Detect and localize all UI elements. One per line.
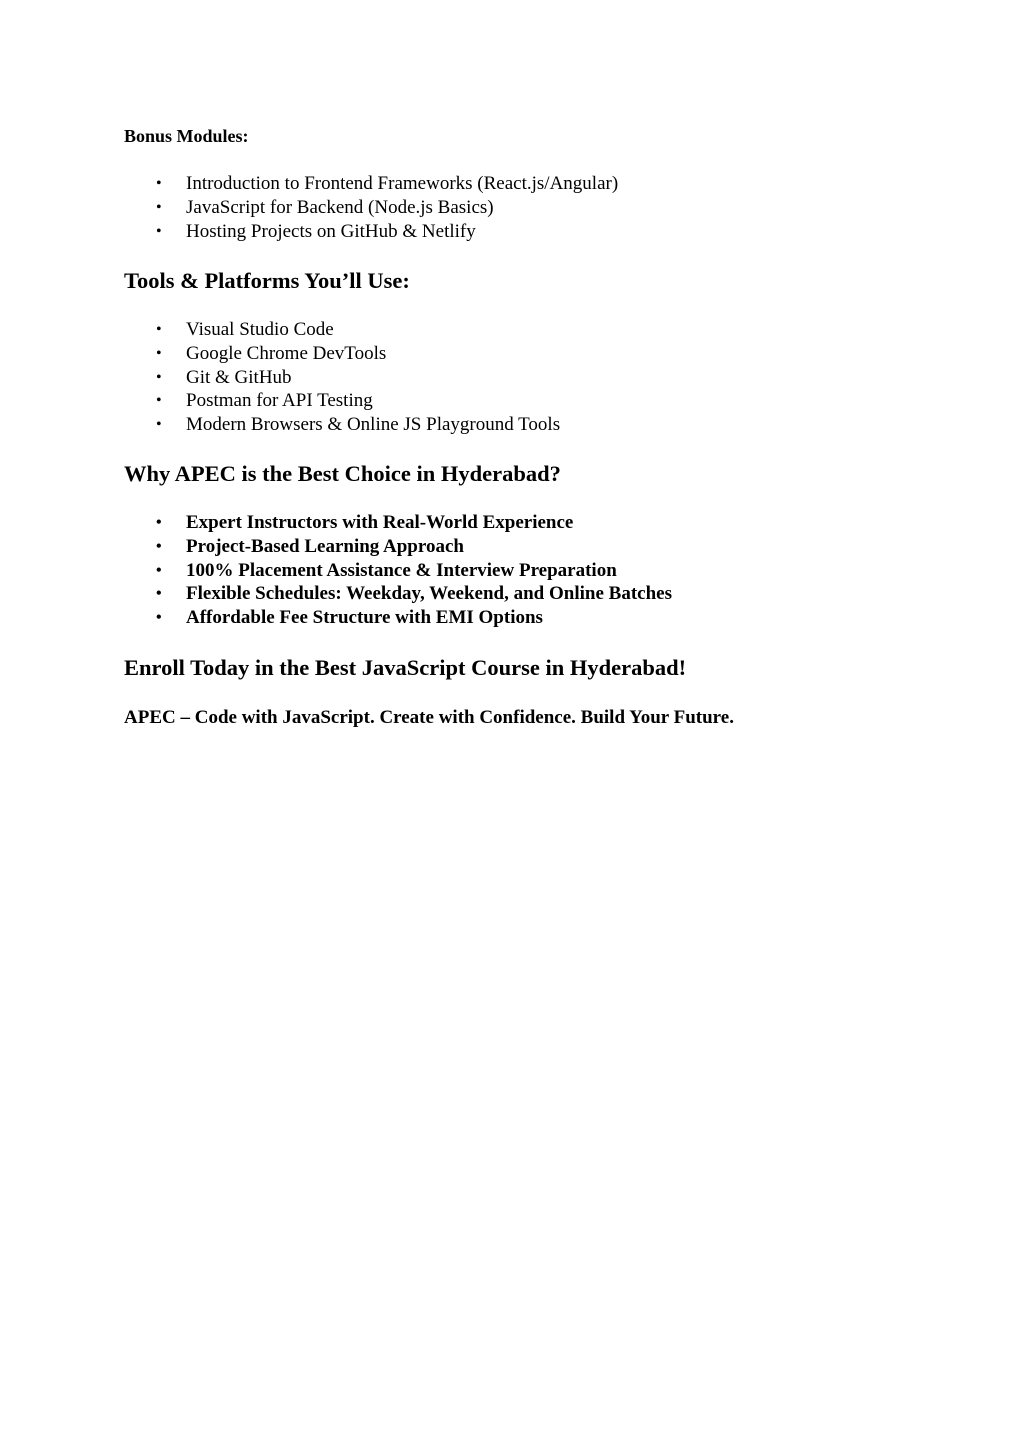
list-item: • Introduction to Frontend Frameworks (React.js/Angular)	[124, 172, 618, 196]
bonus-modules-title: Bonus Modules:	[124, 126, 249, 146]
list-item: • Postman for API Testing	[124, 389, 560, 413]
list-item: • Modern Browsers & Online JS Playground Tools	[124, 413, 560, 437]
list-item: • Project-Based Learning Approach	[124, 535, 672, 559]
why-apec-heading: Why APEC is the Best Choice in Hyderabad?	[124, 461, 561, 486]
list-item: • Expert Instructors with Real-World Experience	[124, 511, 672, 535]
tagline: APEC – Code with JavaScript. Create with Confidence. Build Your Future.	[124, 707, 734, 728]
list-item: • Hosting Projects on GitHub & Netlify	[124, 220, 618, 244]
why-apec-list	[124, 511, 672, 630]
list-item: • JavaScript for Backend (Node.js Basics)	[124, 196, 618, 220]
list-item: • Git & GitHub	[124, 366, 560, 390]
list-item: • Visual Studio Code	[124, 318, 560, 342]
enroll-heading: Enroll Today in the Best JavaScript Course in Hyderabad!	[124, 655, 687, 680]
tools-heading: Tools & Platforms You’ll Use:	[124, 268, 410, 293]
list-item: • 100% Placement Assistance & Interview Preparation	[124, 559, 672, 583]
list-item: • Affordable Fee Structure with EMI Options	[124, 606, 672, 630]
tools-list	[124, 318, 560, 437]
bonus-modules-list	[124, 172, 618, 243]
list-item: • Flexible Schedules: Weekday, Weekend, and Online Batches	[124, 582, 672, 606]
list-item: • Google Chrome DevTools	[124, 342, 560, 366]
